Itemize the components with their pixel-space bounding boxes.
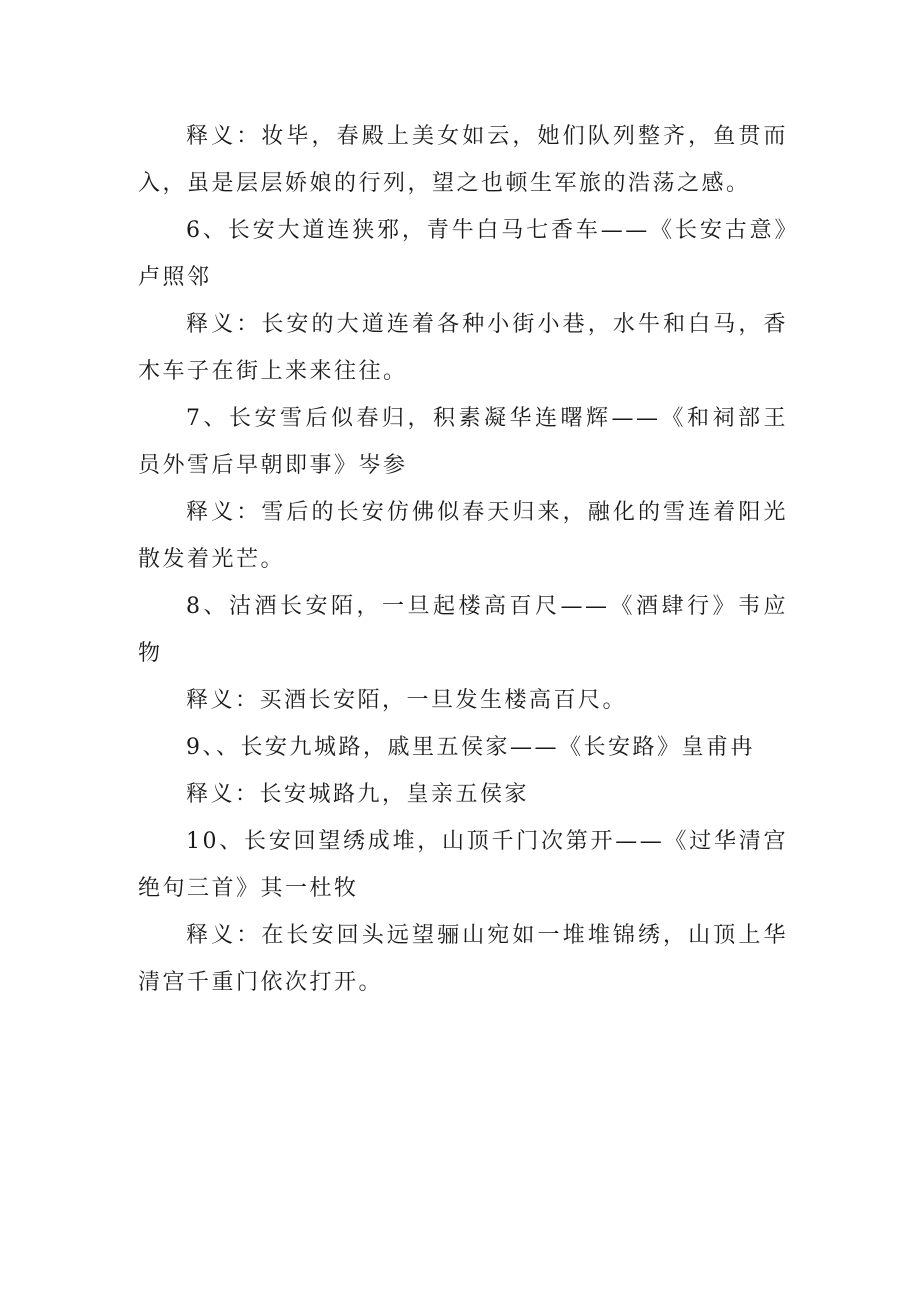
paragraph-explanation-6: 释义：长安的大道连着各种小街小巷，水牛和白马，香木车子在街上来来往往。 [138,312,788,384]
paragraph-explanation-9: 释义：长安城路九，皇亲五侯家 [186,782,530,807]
paragraph-poem-8: 8、沽酒长安陌，一旦起楼高百尺——《酒肆行》韦应物 [138,594,788,666]
paragraph-explanation-7: 释义：雪后的长安仿佛似春天归来，融化的雪连着阳光散发着光芒。 [138,500,788,572]
paragraph-poem-7: 7、长安雪后似春归，积素凝华连曙辉——《和祠部王员外雪后早朝即事》岑参 [138,406,788,478]
paragraph-poem-9: 9、、长安九城路，戚里五侯家——《长安路》皇甫冉 [186,735,755,760]
paragraph-explanation-5: 释义：妆毕，春殿上美女如云，她们队列整齐，鱼贯而入，虽是层层娇娘的行列，望之也顿生军旅的浩荡之感。 [138,124,788,196]
paragraph-explanation-10: 释义：在长安回头远望骊山宛如一堆堆锦绣，山顶上华清宫千重门依次打开。 [138,923,788,995]
paragraph-poem-6: 6、长安大道连狭邪，青牛白马七香车——《长安古意》卢照邻 [138,218,788,290]
paragraph-poem-10: 10、长安回望绣成堆，山顶千门次第开——《过华清宫绝句三首》其一杜牧 [138,829,788,901]
document-body [138,113,788,1006]
paragraph-explanation-8: 释义：买酒长安陌，一旦发生楼高百尺。 [186,688,628,713]
